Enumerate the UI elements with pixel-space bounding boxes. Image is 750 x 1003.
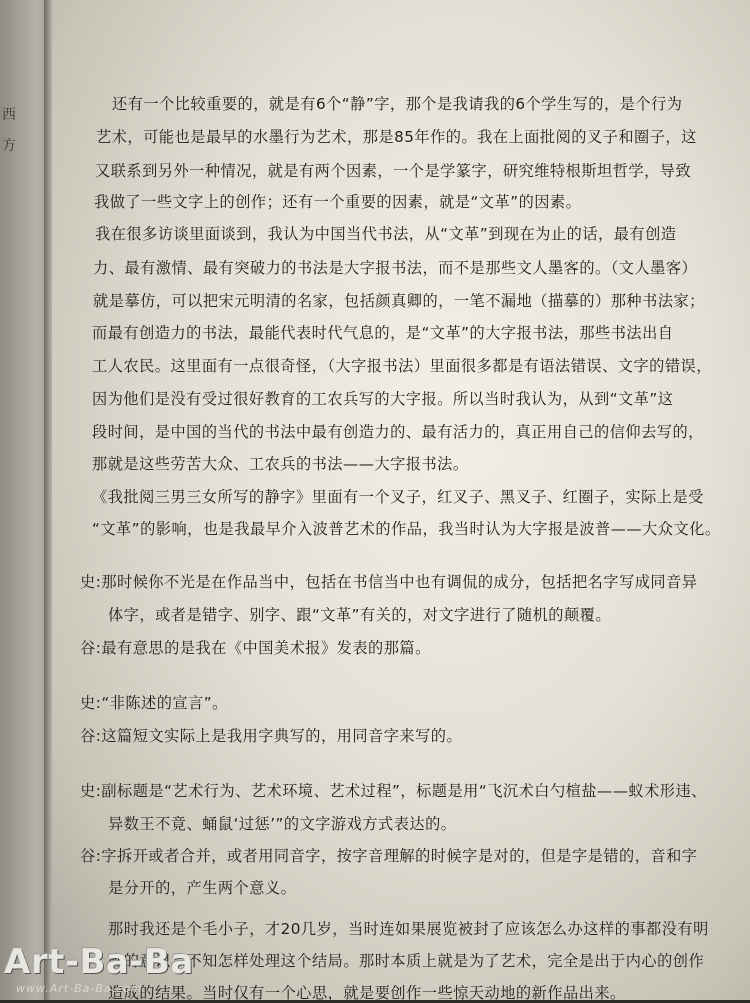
dialogue-text: “非陈述的宣言”。 (101, 694, 228, 712)
speaker-label: 谷: (80, 639, 102, 657)
dialogue-line: 异数王不竟、蛹鼠‘过惩’”的文字游戏方式表达的。 (108, 815, 457, 833)
text-line: 因为他们是没有受过很好教育的工农兵写的大字报。所以当时我认为，从到“文革”这 (92, 390, 674, 408)
text-line: 我做了一些文字上的创作；还有一个重要的因素，就是“文革”的因素。 (94, 193, 582, 211)
speaker-label: 史: (80, 694, 102, 712)
text-line: 《我批阅三男三女所写的静字》里面有一个叉子，红叉子、黑叉子、红圈子，实际上是受 (92, 488, 704, 506)
dialogue-line (80, 725, 462, 746)
left-page-char: 西 (2, 107, 16, 123)
dialogue-line (80, 845, 697, 866)
text-line: 艺术，可能也是最早的水墨行为艺术，那是85年作的。我在上面批阅的叉子和圈子，这 (96, 128, 697, 146)
text-line: 造成的结果。当时仅有一个心思，就是要创作一些惊天动地的新作品出来。 (108, 984, 626, 1002)
watermark-url: www.Art-Ba-Ba.com (16, 982, 143, 995)
speaker-label: 史: (80, 782, 102, 800)
text-line: 工人农民。这里面有一点很奇怪，（大字报书法）里面很多都是有语法错误、文字的错误， (92, 357, 712, 375)
dialogue-line: 体字，或者是错字、别字、跟“文革”有关的，对文字进行了随机的颠覆。 (108, 606, 612, 624)
watermark-logo: Art-Ba-Ba (4, 942, 194, 982)
text-line: 而最有创造力的书法，最能代表时代气息的，是“文革”的大字报书法，那些书法出自 (92, 324, 674, 342)
text-line: 又联系到另外一种情况，就是有两个因素，一个是学篆字，研究维特根斯坦哲学，导致 (95, 162, 692, 180)
text-line: 那就是这些劳苦大众、工农兵的书法——大字报书法。 (92, 455, 469, 473)
art-ba-ba-watermark (4, 942, 204, 1000)
text-line: 还有一个比较重要的，就是有6个“静”字，那个是我请我的6个学生写的，是个行为 (112, 95, 683, 113)
text-line: 段时间，是中国的当代的书法中最有创造力的、最有活力的，真正用自己的信仰去写的， (92, 423, 704, 441)
dialogue-line (80, 571, 697, 592)
book-page (52, 0, 750, 1000)
dialogue-line: 是分开的，产生两个意义。 (108, 879, 297, 897)
speaker-label: 谷: (80, 847, 102, 865)
speaker-label: 史: (80, 573, 102, 591)
text-line: “文革”的影响，也是我最早介入波普艺术的作品，我当时认为大字报是波普——大众文化。 (92, 520, 721, 538)
dialogue-text: 最有意思的是我在《中国美术报》发表的那篇。 (101, 639, 431, 657)
dialogue-text: 那时候你不光是在作品当中，包括在书信当中也有调侃的成分，包括把名字写成同音异 (101, 573, 698, 591)
dialogue-line (80, 637, 431, 658)
dialogue-line (80, 692, 228, 713)
dialogue-text: 字拆开或者合并，或者用同音字，按字音理解的时候字是对的，但是字是错的，音和字 (101, 847, 698, 865)
left-page-char: 方 (2, 138, 16, 154)
text-line: 那时我还是个毛小子，才20几岁，当时连如果展览被封了应该怎么办这样的事都没有明 (108, 920, 709, 938)
text-line: 就是摹仿，可以把宋元明清的名家，包括颜真卿的，一笔不漏地（描摹的）那种书法家； (93, 292, 705, 310)
text-line: 力、最有激情、最有突破力的书法是大字报书法，而不是那些文人墨客的。（文人墨客） (93, 259, 698, 277)
text-line: 确的意识，不知怎样处理这个结局。那时本质上就是为了艺术，完全是出于内心的创作 (108, 952, 705, 970)
text-line: 我在很多访谈里面谈到，我认为中国当代书法，从“文革”到现在为止的话，最有创造 (95, 225, 677, 243)
dialogue-text: 这篇短文实际上是我用字典写的，用同音字来写的。 (101, 727, 463, 745)
dialogue-line (80, 780, 707, 801)
dialogue-text: 副标题是“艺术行为、艺术环境、艺术过程”，标题是用“飞沉术白勺楦盐——蚁术形违、 (101, 782, 707, 800)
speaker-label: 谷: (80, 727, 102, 745)
